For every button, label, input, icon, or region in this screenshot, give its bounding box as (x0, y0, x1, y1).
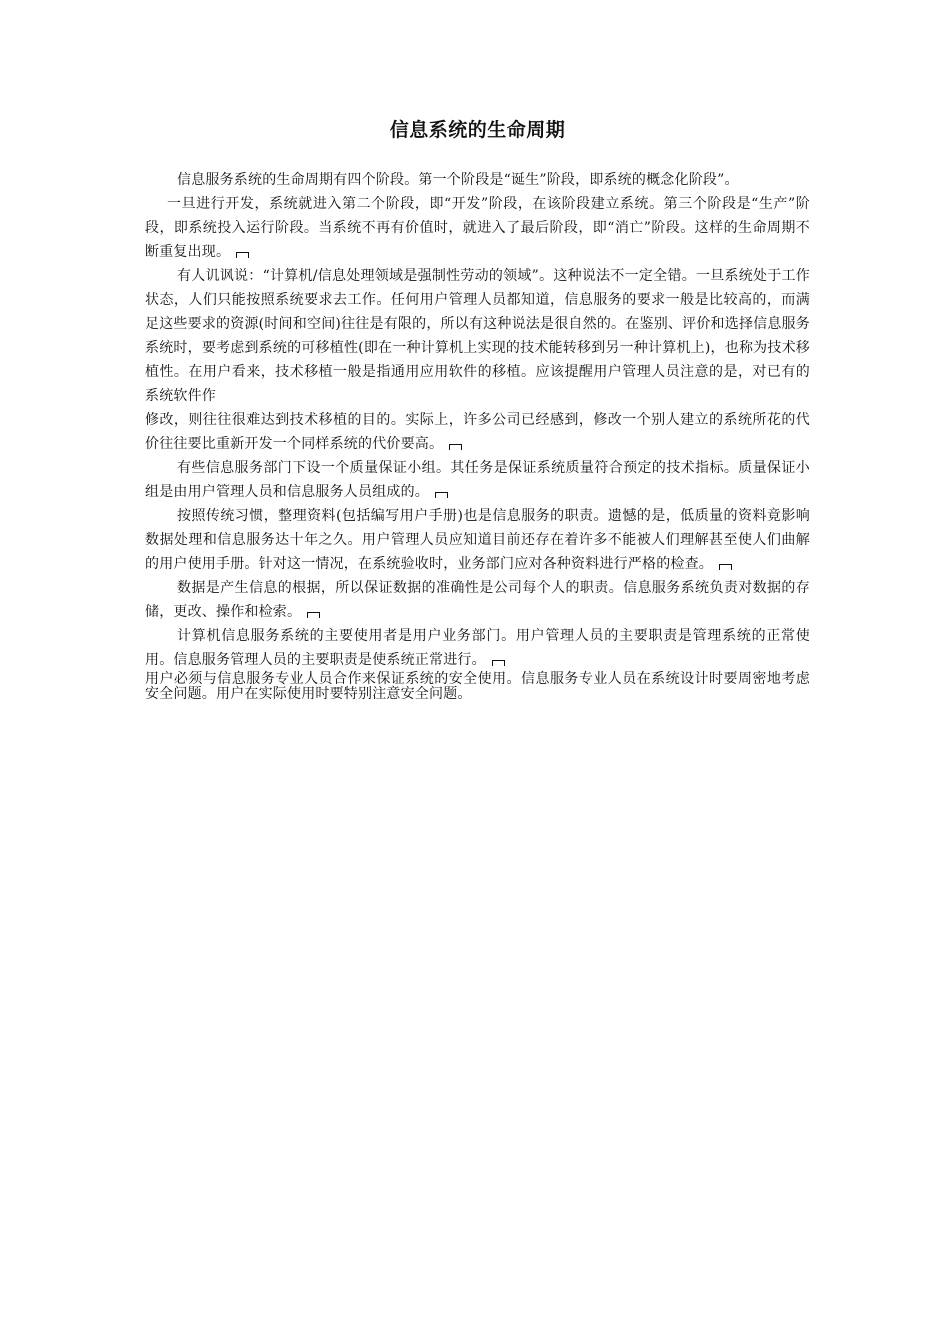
paragraph-mark-icon (307, 612, 320, 618)
paragraph-quality-assurance (145, 456, 810, 504)
paragraph-mark-icon (492, 660, 505, 666)
paragraph-text: 信息服务系统的生命周期有四个阶段。第一个阶段是“诞生”阶段，即系统的概念化阶段”。 (177, 172, 739, 188)
document-title: 信息系统的生命周期 (389, 119, 566, 141)
paragraph-mark-icon (435, 492, 448, 498)
paragraph-text: 有些信息服务部门下设一个质量保证小组。其任务是保证系统质量符合预定的技术指标。质量保证小组是由用户管理人员和信息服务人员组成的。 (145, 460, 810, 500)
paragraph-lifecycle-intro (145, 168, 810, 192)
paragraph-security (145, 672, 810, 702)
paragraph-text: 用户必须与信息服务专业人员合作来保证系统的安全使用。信息服务专业人员在系统设计时要周密地考虑安全问题。用户在实际使用时要特别注意安全问题。 (145, 671, 810, 702)
paragraph-mark-icon (236, 252, 249, 258)
paragraph-text: 一旦进行开发，系统就进入第二个阶段，即“开发”阶段，在该阶段建立系统。第三个阶段是“生产”阶段，即系统投入运行阶段。当系统不再有价值时，就进入了最后阶段，即“消亡”阶段。这样的生命周期不断重复出现。 (145, 196, 810, 260)
paragraph-text: 数据是产生信息的根据，所以保证数据的准确性是公司每个人的职责。信息服务系统负责对数据的存储，更改、操作和检索。 (145, 580, 810, 620)
paragraph-users (145, 624, 810, 672)
paragraph-modification-cost (145, 408, 810, 456)
paragraph-text: 计算机信息服务系统的主要使用者是用户业务部门。用户管理人员的主要职责是管理系统的正常使用。信息服务管理人员的主要职责是使系统正常进行。 (145, 628, 810, 668)
paragraph-text: 按照传统习惯，整理资料(包括编写用户手册)也是信息服务的职责。遗憾的是，低质量的资料竟影响数据处理和信息服务达十年之久。用户管理人员应知道目前还存在着许多不能被人们理解甚至使人们曲解的用户使用手册。针对这一情况，在系统验收时，业务部门应对各种资料进行严格的检查。 (145, 508, 810, 572)
paragraph-mark-icon (449, 444, 462, 450)
paragraph-mark-icon (719, 564, 732, 570)
paragraph-portability (145, 264, 810, 408)
paragraph-text: 有人讥讽说：“计算机/信息处理领域是强制性劳动的领域”。这种说法不一定全错。一旦系统处于工作状态，人们只能按照系统要求去工作。任何用户管理人员都知道，信息服务的要求一般是比较高的，而满足这些要求的资源(时间和空间)往往是有限的，所以有这种说法是很自然的。在鉴别、评价和选择信息服务系统时，要考虑到系统的可移植性(即在一种计算机上实现的技术能转移到另一种计算机上)，也称为技术移植性。在用户看来，技术移植一般是指通用应用软件的移植。应该提醒用户管理人员注意的是，对已有的系统软件作 (145, 268, 810, 404)
paragraph-data-accuracy (145, 576, 810, 624)
paragraph-text: 修改，则往往很难达到技术移植的目的。实际上，许多公司已经感到，修改一个别人建立的系统所花的代价往往要比重新开发一个同样系统的代价要高。 (145, 412, 810, 452)
paragraph-documentation (145, 504, 810, 576)
document-page (145, 112, 810, 702)
paragraph-lifecycle-stages (145, 192, 810, 264)
